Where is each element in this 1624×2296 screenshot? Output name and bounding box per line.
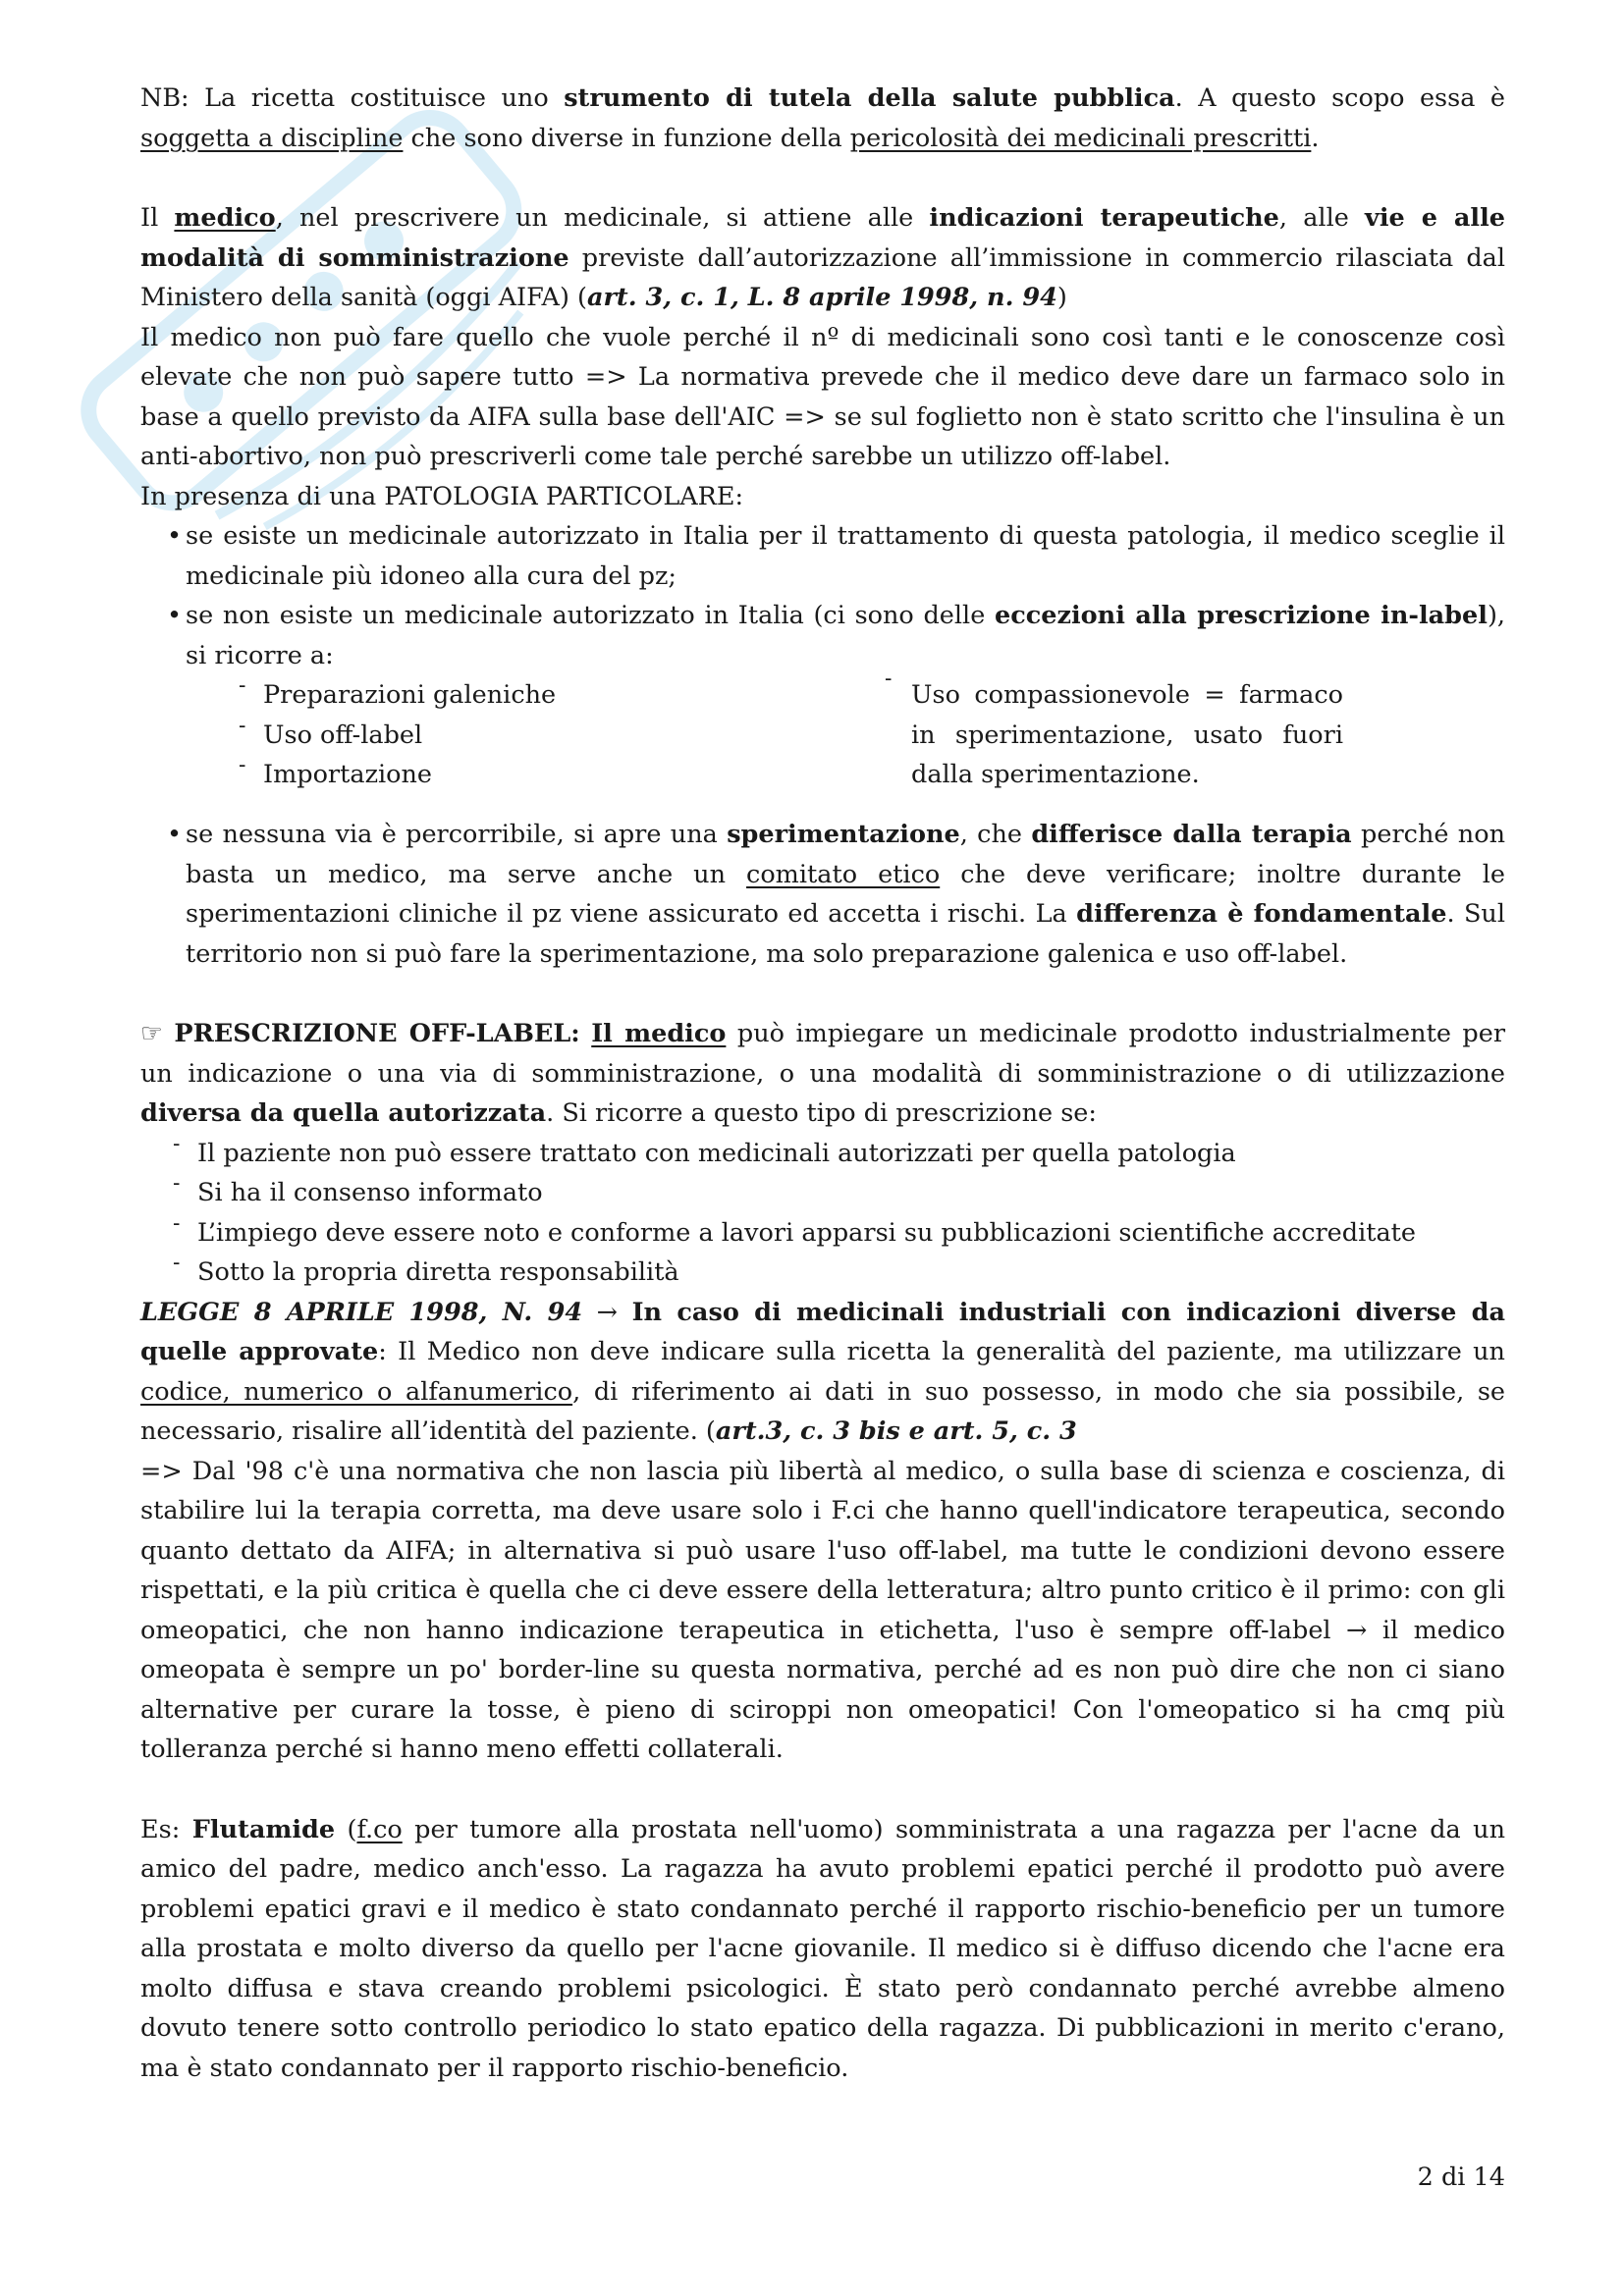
- list-item: - Preparazioni galeniche: [231, 675, 722, 716]
- esempio-paragraph: Es: Flutamide (f.co per tumore alla prostata nell'uomo) somministrata a una ragazza per l'acne da un amico del padre, medico anch'esso. La ragazza ha avuto problemi epatici perché il prodotto può avere problemi epatici gravi e il medico è stato condannato perché il rapporto rischio-beneficio per un tumore alla prostata e molto diverso da quello per l'acne giovanile. Il medico si è diffuso dicendo che l'acne era molto diffusa e stava creando problemi psicologici. È stato però condannato perché avrebbe almeno dovuto tenere sotto controllo periodico lo stato epatico della ragazza. Di pubblicazioni in merito c'erano, ma è stato condannato per il rapporto rischio-beneficio.: [140, 1814, 1505, 2083]
- sperimentazione-list: [140, 815, 1505, 974]
- medico-paragraph: Il medico, nel prescrivere un medicinale, si attiene alle indicazioni terapeutiche, alle vie e alle modalità di somministrazione previste dall’autorizzazione all’immissione in commercio rilasciata dal Ministero della sanità (oggi AIFA) (art. 3, c. 1, L. 8 aprile 1998, n. 94): [140, 203, 1506, 312]
- conditions-list: [140, 1134, 1505, 1293]
- list-item: • se non esiste un medicinale autorizzato in Italia (ci sono delle eccezioni alla prescrizione in-label), si ricorre a:: [140, 596, 1505, 675]
- dal98-paragraph: => Dal '98 c'è una normativa che non lascia più libertà al medico, o sulla base di scienza e coscienza, di stabilire lui la terapia corretta, ma deve usare solo i F.ci che hanno quell'indicatore terapeutica, secondo quanto dettato da AIFA; in alternativa si può usare l'uso off-label, ma tutte le condizioni devono essere rispettati, e la più critica è quella che ci deve essere della letteratura; altro punto critico è il primo: con gli omeopatici, che non hanno indicazione terapeutica in etichetta, l'uso è sempre off-label → il medico omeopata è sempre un po' border-line su questa normativa, perché ad es non può dire che non ci siano alternative per curare la tosse, è pieno di sciroppi non omeopatici! Con l'omeopatico si ha cmq più tolleranza perché si hanno meno effetti collaterali.: [140, 1456, 1505, 1764]
- list-item: - Si ha il consenso informato: [140, 1173, 1505, 1213]
- page-content: [140, 79, 1505, 2088]
- list-item: • se esiste un medicinale autorizzato in Italia per il trattamento di questa patologia, il medico sceglie il medicinale più idoneo alla cura del pz;: [140, 516, 1505, 596]
- list-item: - Importazione: [231, 755, 722, 795]
- list-item: - Il paziente non può essere trattato con medicinali autorizzati per quella patologia: [140, 1134, 1505, 1174]
- presence-heading: In presenza di una PATOLOGIA PARTICOLARE:: [140, 481, 744, 511]
- list-item: - Sotto la propria diretta responsabilità: [140, 1253, 1505, 1293]
- offlabel-paragraph: ☞ PRESCRIZIONE OFF-LABEL: Il medico può impiegare un medicinale prodotto industrialmente per un indicazione o una via di somministrazione, o una modalità di somministrazione o di utilizzazione diversa da quella autorizzata. Si ricorre a questo tipo di prescrizione se:: [140, 1019, 1506, 1128]
- legge-paragraph: LEGGE 8 APRILE 1998, N. 94 → In caso di medicinali industriali con indicazioni diverse da quelle approvate: Il Medico non deve indicare sulla ricetta la generalità del paziente, ma utilizzare un codice, numerico o alfanumerico, di riferimento ai dati in suo possesso, in modo che sia possibile, se necessario, risalire all’identità del paziente. (art.3, c. 3 bis e art. 5, c. 3: [140, 1297, 1505, 1446]
- alternatives-left: [231, 675, 722, 795]
- list-item: - Uso off-label: [231, 716, 722, 756]
- patologia-list: [140, 516, 1505, 675]
- list-item: • se nessuna via è percorribile, si apre una sperimentazione, che differisce dalla terapia perché non basta un medico, ma serve anche un comitato etico che deve verificare; inoltre durante le sperimentazioni cliniche il pz viene assicurato ed accetta i rischi. La differenza è fondamentale. Sul territorio non si può fare la sperimentazione, ma solo preparazione galenica e uso off-label.: [140, 815, 1505, 974]
- explain-paragraph: Il medico non può fare quello che vuole perché il nº di medicinali sono così tanti e le conoscenze così elevate che non può sapere tutto => La normativa prevede che il medico deve dare un farmaco solo in base a quello previsto da AIFA sulla base dell'AIC => se sul foglietto non è stato scritto che l'insulina è un anti-abortivo, non può prescriverli come tale perché sarebbe un utilizzo off-label.: [140, 322, 1505, 471]
- alternatives-right: - Uso compassionevole = farmaco in sperimentazione, usato fuori dalla sperimentazione.: [885, 675, 1366, 795]
- arrow-icon: →: [596, 1297, 619, 1327]
- nb-paragraph: NB: La ricetta costituisce uno strumento di tutela della salute pubblica. A questo scopo essa è soggetta a discipline che sono diverse in funzione della pericolosità dei medicinali prescritti.: [140, 83, 1505, 153]
- list-item: Uso compassionevole = farmaco in sperimentazione, usato fuori dalla sperimentazione.: [911, 680, 1343, 789]
- pointing-hand-icon: ☞: [140, 1019, 163, 1048]
- alternatives-block: [140, 667, 1505, 795]
- list-item: - L’impiego deve essere noto e conforme a lavori apparsi su pubblicazioni scientifiche accreditate: [140, 1213, 1505, 1254]
- page-number: 2 di 14: [1417, 2163, 1505, 2192]
